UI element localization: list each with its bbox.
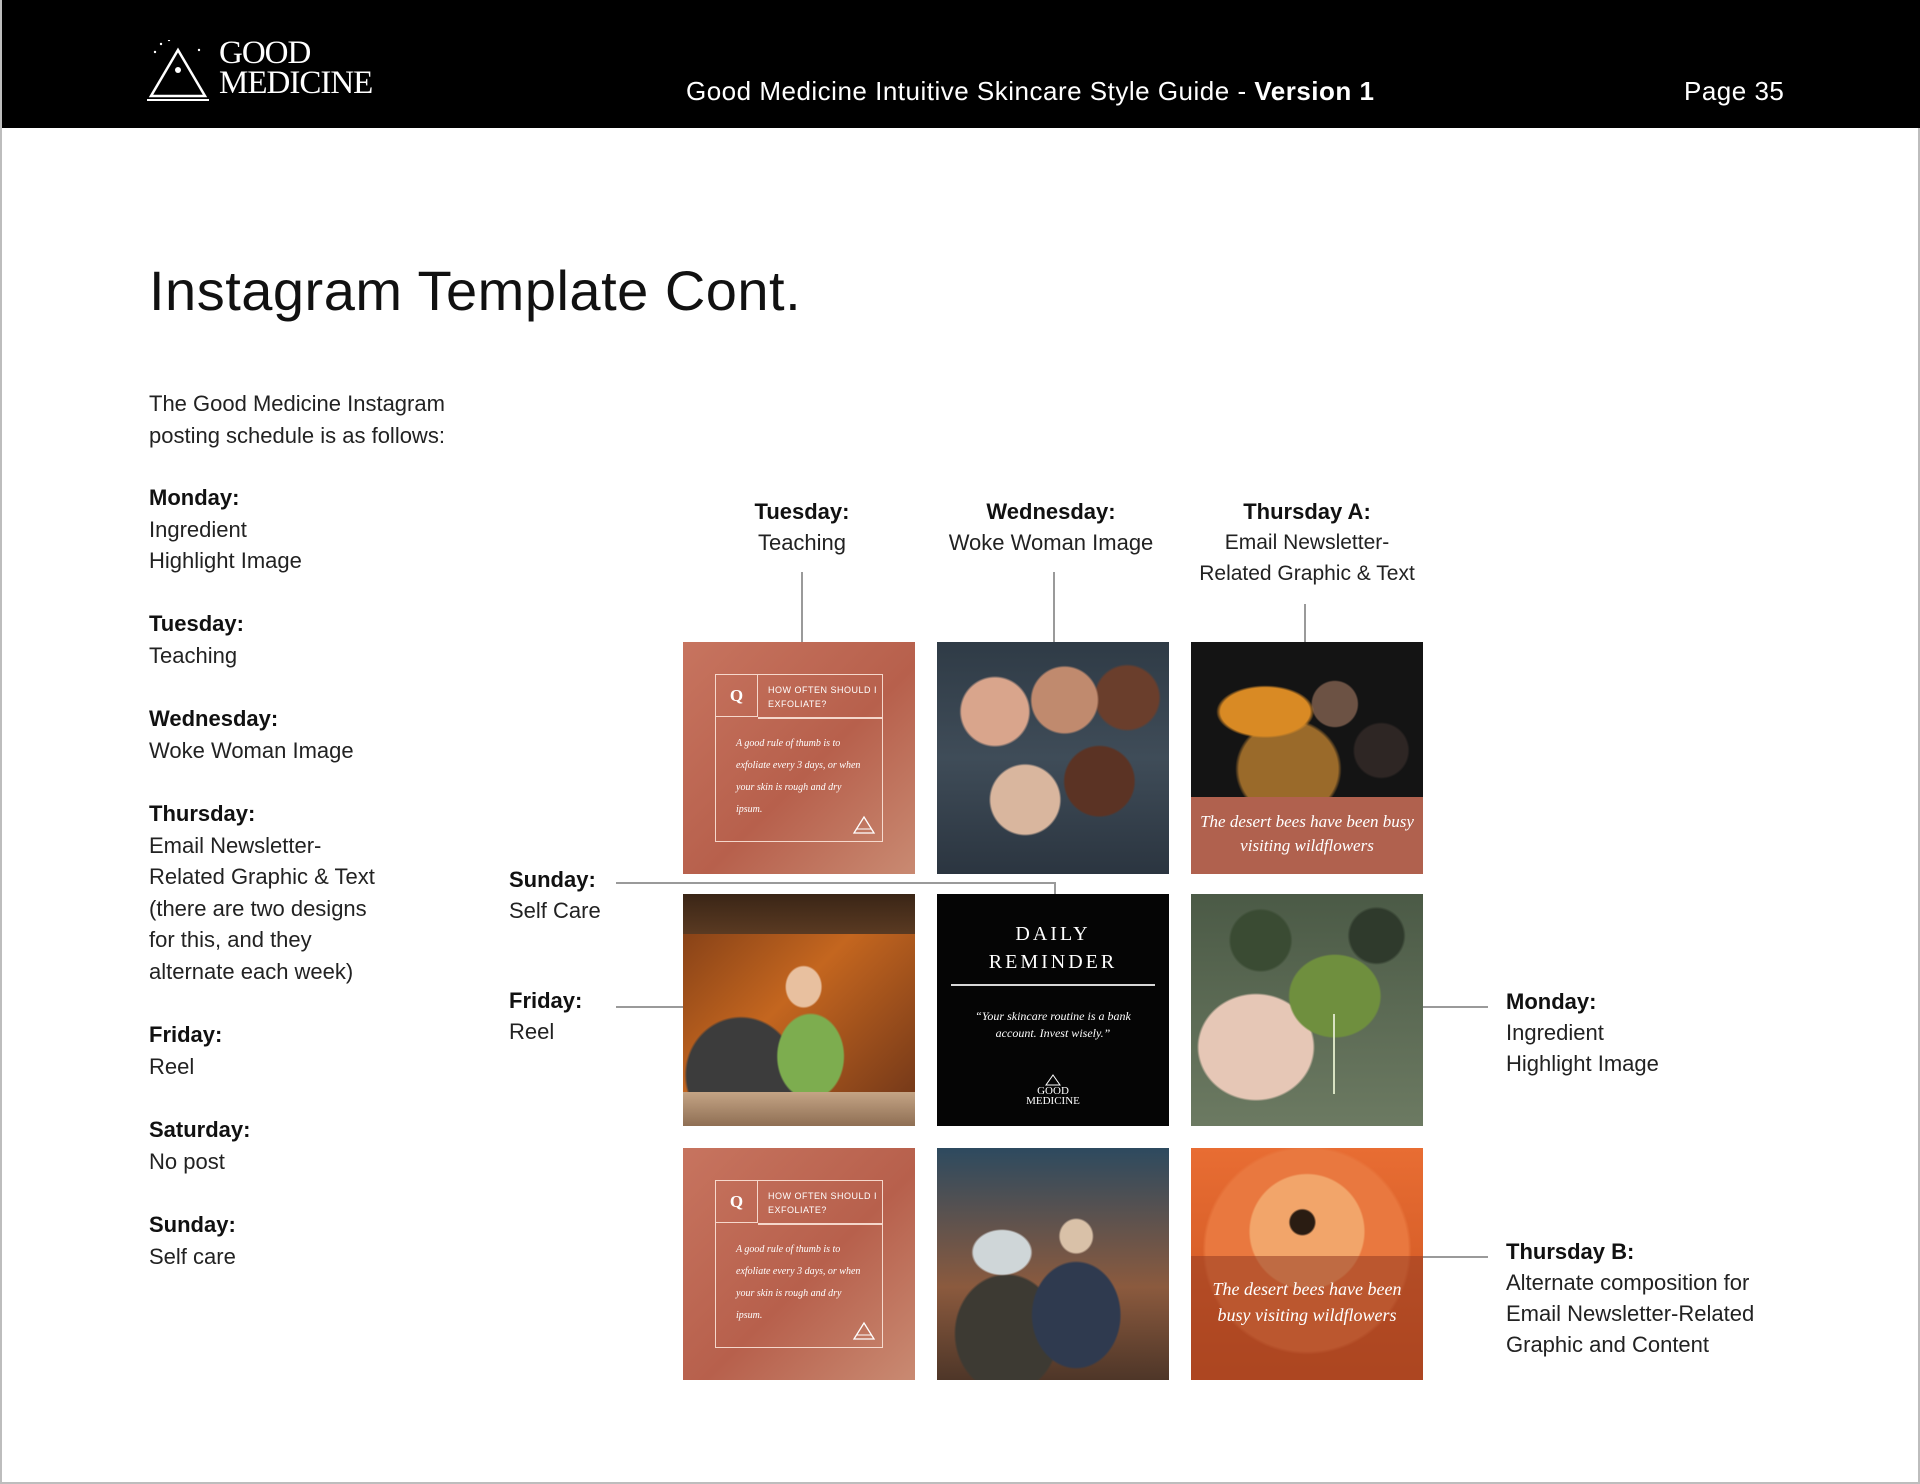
annotation-desc: Self Care	[509, 898, 601, 923]
tile-daily-reminder	[937, 894, 1169, 1126]
daily-quote: “Your skincare routine is a bank account. Invest wisely.”	[975, 1009, 1131, 1040]
annotation-thursday-b	[1506, 1236, 1806, 1360]
annotation-wednesday	[922, 496, 1180, 558]
teaching-card-frame	[715, 1180, 883, 1348]
schedule-day: Saturday:	[149, 1117, 251, 1142]
annotation-desc: Email Newsletter- Related Graphic & Text	[1199, 531, 1415, 585]
daily-logo	[937, 1086, 1169, 1106]
connector-line-wednesday	[1053, 572, 1055, 642]
schedule-desc: Ingredient Highlight Image	[149, 516, 302, 573]
document-title-main: Good Medicine Intuitive Skincare Style Guide -	[686, 76, 1255, 106]
teaching-answer: A good rule of thumb is to exfoliate every 3 days, or when your skin is rough and dry ipsum.	[736, 738, 861, 815]
schedule-item-saturday	[149, 1114, 489, 1177]
teaching-divider	[758, 1223, 882, 1225]
annotation-day: Wednesday:	[986, 499, 1116, 524]
annotation-day: Thursday A:	[1243, 499, 1371, 524]
page-title: Instagram Template Cont.	[149, 259, 802, 322]
brand-logo	[147, 34, 427, 104]
schedule-day: Wednesday:	[149, 706, 279, 731]
logo-line-2: MEDICINE	[219, 65, 373, 101]
daily-title-line-1: DAILY	[1015, 923, 1091, 945]
daily-divider	[951, 984, 1155, 986]
schedule-desc: Self care	[149, 1243, 236, 1269]
annotation-thursday-a	[1182, 496, 1432, 589]
teaching-divider	[758, 717, 882, 719]
tile-teaching-repeat	[683, 1148, 915, 1380]
tile-reel-kitchen-photo	[683, 894, 915, 1126]
annotation-desc: Reel	[509, 1019, 555, 1044]
triangle-logo-icon	[147, 40, 209, 102]
annotation-day: Friday:	[509, 988, 583, 1013]
tile-teaching	[683, 642, 915, 874]
annotation-desc: Teaching	[757, 530, 847, 555]
question-mark-badge: Q	[716, 1181, 758, 1223]
aloe-drip	[1333, 1014, 1335, 1094]
schedule-item-wednesday	[149, 703, 489, 766]
annotation-sunday	[509, 864, 669, 926]
teaching-card-frame	[715, 674, 883, 842]
schedule-desc: Woke Woman Image	[149, 737, 354, 763]
kitchen-counter	[683, 1092, 915, 1126]
honey-product-photo	[1191, 642, 1423, 797]
schedule-desc: Teaching	[149, 642, 238, 668]
question-mark-badge: Q	[716, 675, 758, 717]
header-bar	[2, 0, 1920, 128]
schedule-desc: No post	[149, 1148, 225, 1174]
annotation-tuesday	[702, 496, 902, 558]
annotation-friday	[509, 985, 669, 1047]
logo-wordmark	[219, 35, 373, 101]
tile-newsletter-graphic-a	[1191, 642, 1423, 874]
honey-caption: The desert bees have been busy visiting wildflowers	[1200, 812, 1414, 855]
annotation-desc: Alternate composition for Email Newsletter-Related Graphic and Content	[1506, 1270, 1755, 1357]
schedule-desc: Reel	[149, 1053, 195, 1079]
schedule-day: Monday:	[149, 485, 240, 510]
daily-logo-line-1: GOOD	[1037, 1085, 1069, 1097]
schedule-day: Friday:	[149, 1022, 223, 1047]
schedule-item-tuesday	[149, 608, 489, 671]
schedule-day: Sunday:	[149, 1212, 236, 1237]
schedule-intro: The Good Medicine Instagram posting schedule is as follows:	[149, 391, 445, 448]
daily-reminder-title	[937, 920, 1169, 976]
annotation-day: Thursday B:	[1506, 1239, 1635, 1264]
tile-newsletter-graphic-b	[1191, 1148, 1423, 1380]
daily-title-line-2: REMINDER	[988, 951, 1118, 973]
page-number: Page 35	[1684, 76, 1785, 106]
annotation-monday	[1506, 986, 1766, 1079]
schedule-item-friday	[149, 1019, 489, 1082]
schedule-day: Thursday:	[149, 801, 256, 826]
logo-line-1: GOOD	[219, 35, 311, 71]
annotation-desc: Woke Woman Image	[948, 530, 1154, 555]
annotation-day: Tuesday:	[754, 499, 850, 524]
connector-line-sunday-drop	[1054, 882, 1056, 894]
teaching-question: HOW OFTEN SHOULD I EXFOLIATE?	[768, 1191, 878, 1215]
annotation-day: Monday:	[1506, 989, 1597, 1014]
tile-self-care-photo	[937, 1148, 1169, 1380]
daily-logo-line-2: MEDICINE	[1026, 1095, 1080, 1107]
schedule-item-sunday	[149, 1209, 489, 1272]
annotation-desc: Ingredient Highlight Image	[1506, 1020, 1659, 1076]
pot-rack	[683, 894, 915, 934]
schedule-item-monday	[149, 482, 489, 577]
triangle-logo-icon	[852, 815, 876, 835]
schedule-desc: Email Newsletter- Related Graphic & Text (there are two designs for this, and they alternate each week)	[149, 832, 375, 984]
connector-line-thursday-a	[1304, 604, 1306, 642]
schedule-item-thursday	[149, 798, 489, 987]
schedule-day: Tuesday:	[149, 611, 244, 636]
triangle-logo-icon	[852, 1321, 876, 1341]
connector-line-sunday	[616, 882, 1056, 884]
annotation-day: Sunday:	[509, 867, 596, 892]
teaching-question: HOW OFTEN SHOULD I EXFOLIATE?	[768, 685, 878, 709]
tile-ingredient-aloe-photo	[1191, 894, 1423, 1126]
tile-woke-woman-photo	[937, 642, 1169, 874]
rose-caption: The desert bees have been busy visiting wildflowers	[1212, 1279, 1402, 1325]
document-title	[686, 76, 1374, 107]
teaching-answer: A good rule of thumb is to exfoliate every 3 days, or when your skin is rough and dry ipsum.	[736, 1244, 861, 1321]
document-version: Version 1	[1254, 76, 1375, 106]
